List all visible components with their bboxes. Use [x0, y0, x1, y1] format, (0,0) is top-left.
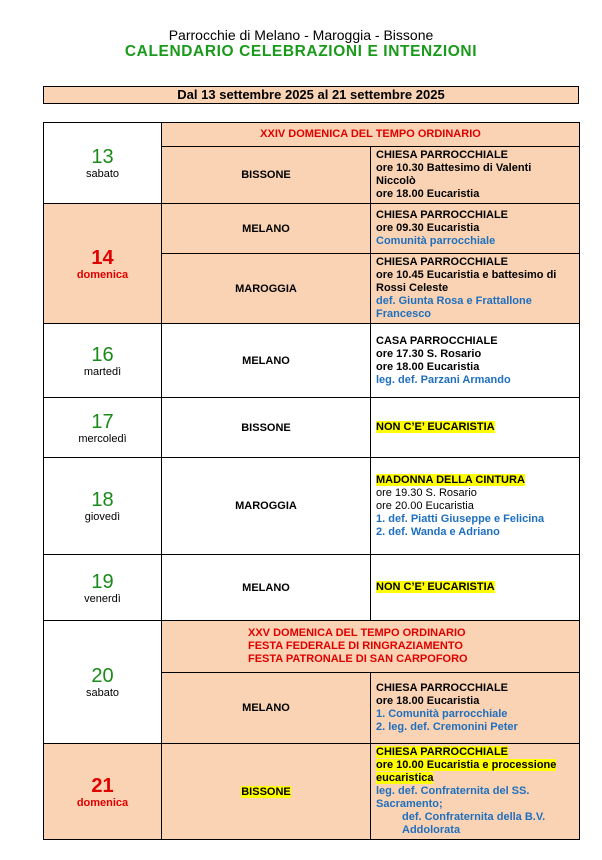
day-name: domenica [76, 796, 129, 809]
day-number: 19 [91, 570, 114, 593]
day-name: mercoledì [78, 432, 127, 445]
celebration-info: CHIESA PARROCCHIALE ore 18.00 Eucaristia 1. Comunità parrocchiale 2. leg. def. Cremonini Peter [371, 673, 580, 744]
celebration-info [371, 555, 580, 621]
period-banner: Dal 13 settembre 2025 al 21 settembre 2025 [43, 86, 579, 104]
no-mass-notice: NON C’E’ EUCARISTIA [376, 421, 495, 433]
day-number: 18 [91, 489, 114, 511]
day-number: 21 [91, 774, 114, 797]
celebration-info [371, 398, 580, 458]
place-bissone: BISSONE [162, 744, 371, 840]
day-name: martedì [83, 365, 122, 378]
day-number: 16 [91, 343, 114, 366]
day-16 [44, 324, 162, 398]
celebration-info: CHIESA PARROCCHIALE ore 10.45 Eucaristia e battesimo di Rossi Celeste def. Giunta Rosa e Frattallone Francesco [371, 254, 580, 324]
calendar-title: CALENDARIO CELEBRAZIONI E INTENZIONI [124, 43, 478, 60]
place-bissone: BISSONE [162, 398, 371, 458]
day-21 [44, 744, 162, 840]
day-19 [44, 555, 162, 621]
day-14 [44, 204, 162, 324]
day-name: sabato [85, 168, 120, 180]
day-name: domenica [76, 268, 129, 281]
day-name: sabato [85, 687, 120, 699]
calendar-table [43, 122, 580, 840]
day-name: venerdì [84, 592, 121, 605]
place-melano: MELANO [162, 204, 371, 254]
liturgy-heading: XXIV DOMENICA DEL TEMPO ORDINARIO [162, 123, 580, 147]
day-number: 14 [91, 246, 114, 269]
celebration-info: CHIESA PARROCCHIALE ore 10.00 Eucaristia e processione eucaristica leg. def. Confraternita del SS. Sacramento; def. Confraternita della B.V. Addolorata [371, 744, 580, 840]
day-13 [44, 123, 162, 204]
place-maroggia: MAROGGIA [162, 254, 371, 324]
celebration-info: CASA PARROCCHIALE ore 17.30 S. Rosario ore 18.00 Eucaristia leg. def. Parzani Armando [371, 324, 580, 398]
day-number: 20 [91, 665, 114, 687]
place-melano: MELANO [162, 555, 371, 621]
celebration-info: CHIESA PARROCCHIALE ore 10.30 Battesimo di Valenti Niccolò ore 18.00 Eucaristia [371, 147, 580, 204]
day-number: 13 [91, 146, 114, 168]
day-17 [44, 398, 162, 458]
celebration-info: MADONNA DELLA CINTURA ore 19.30 S. Rosario ore 20.00 Eucaristia 1. def. Piatti Giuseppe e Felicina 2. def. Wanda e Adriano [371, 458, 580, 555]
parishes-line: Parrocchie di Melano - Maroggia - Bissone [168, 27, 434, 43]
place-melano: MELANO [162, 673, 371, 744]
no-mass-notice: NON C’E’ EUCARISTIA [376, 581, 495, 593]
place-bissone: BISSONE [162, 147, 371, 204]
day-number: 17 [91, 410, 114, 433]
day-name: giovedì [84, 511, 121, 523]
place-melano: MELANO [162, 324, 371, 398]
day-20 [44, 621, 162, 744]
day-18 [44, 458, 162, 555]
place-maroggia: MAROGGIA [162, 458, 371, 555]
liturgy-heading: XXV DOMENICA DEL TEMPO ORDINARIO FESTA FEDERALE DI RINGRAZIAMENTO FESTA PATRONALE DI SAN CARPOFORO [162, 621, 580, 673]
celebration-info: CHIESA PARROCCHIALE ore 09.30 Eucaristia Comunità parrocchiale [371, 204, 580, 254]
